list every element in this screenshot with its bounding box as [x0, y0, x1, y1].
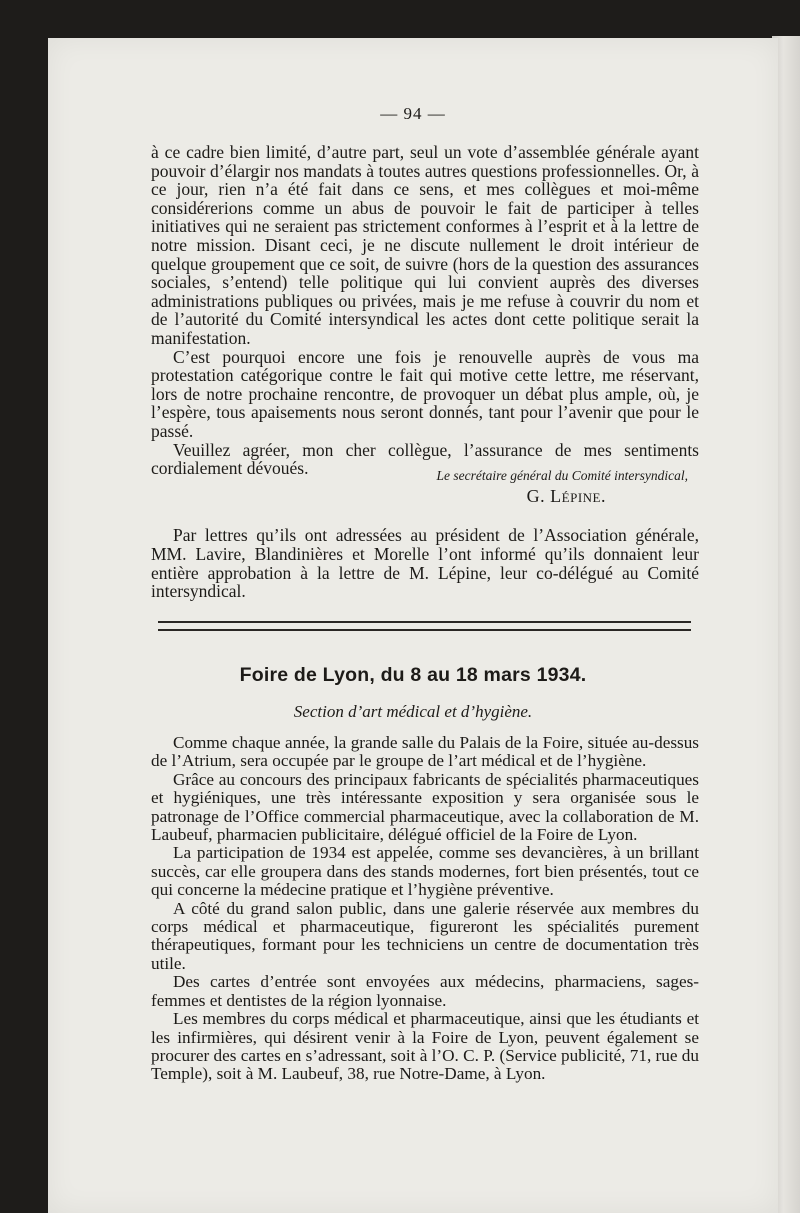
follow-up-paragraph: Par lettres qu’ils ont adressées au président de l’Association générale, MM. Lavire, Blandinières et Morelle l’ont informé qu’ils donnaient leur entière approbation à la lettre de M. Lépine, leur co-délégué au Comité intersyndical. [151, 525, 699, 602]
article-title: Foire de Lyon, du 8 au 18 mars 1934. [239, 664, 587, 686]
article-paragraph: La participation de 1934 est appelée, comme ses devancières, à un brillant succès, car elle groupera dans des stands modernes, fort bien présentés, tout ce qui concerne la médecine pratique et l’hygiène préventive. [151, 843, 699, 900]
letter-paragraph-2: C’est pourquoi encore une fois je renouvelle auprès de vous ma protestation catégorique contre le fait qui motive cette lettre, me réservant, lors de notre prochaine rencontre, de provoquer un débat plus ample, où, je l’espère, tous apaisements nous seront donnés, tant pour l’avenir que pour le passé. [151, 346, 699, 441]
article-paragraph: A côté du grand salon public, dans une galerie réservée aux membres du corps médical et pharmaceutique, figureront les spécialités purement thérapeutiques, formant pour les techniciens un centre de documentation très utile. [151, 898, 699, 973]
divider-rule-bottom [158, 629, 691, 631]
letter-body [151, 143, 699, 478]
page-number: — 94 — [380, 104, 446, 123]
document-page [48, 38, 778, 1213]
article-paragraph: Grâce au concours des principaux fabricants de spécialités pharmaceutiques et hygiéniques, une très intéressante exposition y sera organisée sous le patronage de l’Office commercial pharmaceutique, avec la collaboration de M. Laubeuf, pharmacien publicitaire, délégué officiel de la Foire de Lyon. [151, 769, 699, 845]
article-paragraph: Comme chaque année, la grande salle du Palais de la Foire, située au-dessus de l’Atrium, sera occupée par le groupe de l’art médical et de l’hygiène. [151, 733, 699, 771]
signature-title: Le secrétaire général du Comité intersyndical, [436, 468, 688, 483]
article-subtitle: Section d’art médical et d’hygiène. [293, 702, 533, 721]
article-body [151, 734, 699, 1084]
letter-paragraph-3: Veuillez agréer, mon cher collègue, l’assurance de mes sentiments cordialement dévoués. [151, 439, 699, 479]
letter-paragraph-1: à ce cadre bien limité, d’autre part, seul un vote d’assemblée générale ayant pouvoir d’élargir nos mandats à toutes autres questions professionnelles. Or, à ce jour, rien n’a été fait dans ce sens, et mes collègues et moi-même considérerions comme un abus de pouvoir le fait de participer à telles initiatives qui ne seraient pas strictement conformes à l’esprit et à la lettre de notre mission. Disant ceci, je ne discute nullement le droit intérieur de quelque groupement que ce soit, de suivre (hors de la question des assurances sociales, s’entend) telle politique qui lui convient auprès des diverses administrations publiques ou privées, mais je me refuse à couvrir du nom et de l’autorité du Comité intersyndical les actes dont cette politique serait la manifestation. [151, 142, 699, 348]
divider-rule-top [158, 621, 691, 623]
article-paragraph: Les membres du corps médical et pharmaceutique, ainsi que les étudiants et les infirmières, qui désirent venir à la Foire de Lyon, peuvent également se procurer des cartes en s’adressant, soit à l’O. C. P. (Service publicité, 71, rue du Temple), soit à M. Laubeuf, 38, rue Notre-Dame, à Lyon. [151, 1009, 699, 1084]
article-paragraph: Des cartes d’entrée sont envoyées aux médecins, pharmaciens, sages-femmes et dentistes de la région lyonnaise. [151, 972, 699, 1010]
signature-name: G. Lépine. [526, 486, 606, 506]
